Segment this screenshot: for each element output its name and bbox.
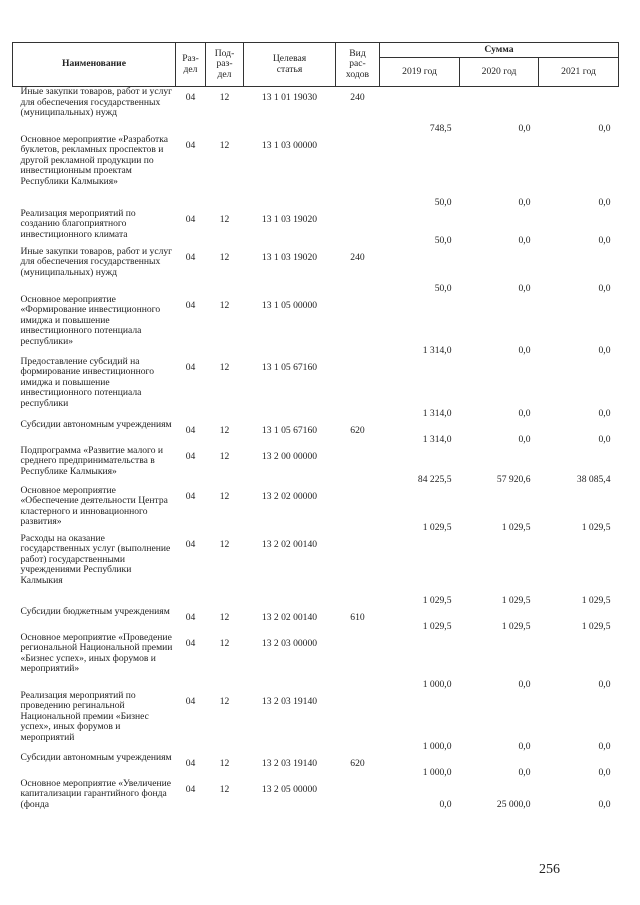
row-sum-2019: 1 314,0 [422, 433, 452, 445]
row-sum-2021: 0,0 [598, 407, 611, 419]
header-year-2021: 2021 год [539, 58, 619, 87]
row-sum-2021: 0,0 [598, 196, 611, 208]
header-target-article: Целевая статья [244, 43, 336, 87]
row-sum-2020: 1 029,5 [501, 594, 531, 606]
row-target-article: 13 2 03 00000 [261, 637, 318, 649]
row-expense-type [336, 691, 380, 753]
row-sum-2019: 1 314,0 [422, 407, 452, 419]
row-expense-type: 240 [350, 92, 365, 103]
row-sum-2020: 0,0 [518, 122, 531, 134]
table-body [13, 87, 619, 811]
row-podrazdel: 12 [219, 139, 230, 151]
row-podrazdel: 12 [219, 92, 230, 103]
row-razdel: 04 [185, 92, 196, 103]
row-target-article: 13 1 05 67160 [261, 424, 318, 436]
row-sum-2020: 0,0 [518, 766, 531, 778]
row-name: Основное мероприятие «Формирование инвестиционного имиджа и повышение инвестиционного потенциала республики» [20, 293, 161, 347]
row-sum-2020: 0,0 [518, 196, 531, 208]
row-sum-2020: 57 920,6 [496, 473, 531, 485]
row-sum-2021: 0,0 [598, 282, 611, 294]
row-sum-2019: 748,5 [429, 122, 452, 134]
row-sum-2019: 1 029,5 [422, 594, 452, 606]
row-target-article: 13 2 02 00000 [261, 490, 318, 502]
table-row [13, 357, 619, 420]
row-sum-2020: 1 029,5 [501, 620, 531, 632]
row-sum-2020: 0,0 [518, 234, 531, 246]
budget-table [12, 42, 619, 811]
row-razdel: 04 [185, 299, 196, 311]
row-expense-type: 620 [350, 757, 365, 769]
row-podrazdel: 12 [219, 213, 230, 225]
row-razdel: 04 [185, 695, 196, 707]
row-sum-2019: 1 029,5 [422, 521, 452, 533]
row-podrazdel: 12 [219, 757, 230, 769]
row-expense-type [336, 357, 380, 420]
table-row [13, 135, 619, 209]
row-name: Субсидии бюджетным учреждениям [20, 605, 170, 617]
row-target-article: 13 1 03 19020 [261, 251, 318, 263]
row-podrazdel: 12 [219, 611, 230, 623]
row-sum-2019: 1 000,0 [422, 766, 452, 778]
table-row [13, 691, 619, 753]
row-sum-2020: 0,0 [518, 344, 531, 356]
row-target-article: 13 1 03 19020 [261, 213, 318, 225]
row-name: Расходы на оказание государственных услуг (выполнение работ) государственными учреждениями Республики Калмыкия [20, 532, 171, 586]
document-page [12, 42, 618, 811]
row-razdel: 04 [185, 538, 196, 550]
row-sum-2020: 0,0 [518, 678, 531, 690]
row-podrazdel: 12 [219, 361, 230, 373]
row-name: Реализация мероприятий по созданию благоприятного инвестиционного климата [20, 207, 136, 240]
table-row [13, 486, 619, 534]
row-target-article: 13 2 03 19140 [261, 757, 318, 769]
header-year-2019: 2019 год [380, 58, 460, 87]
row-podrazdel: 12 [219, 637, 230, 649]
row-podrazdel: 12 [219, 695, 230, 707]
row-target-article: 13 2 02 00140 [261, 611, 318, 623]
row-sum-2021: 0,0 [598, 798, 611, 810]
row-razdel: 04 [185, 450, 196, 462]
header-name: Наименование [13, 43, 176, 87]
row-sum-2019: 84 225,5 [417, 473, 452, 485]
row-razdel: 04 [185, 611, 196, 623]
row-podrazdel: 12 [219, 251, 230, 263]
row-sum-2020: 0,0 [518, 282, 531, 294]
row-sum-2021: 0,0 [598, 122, 611, 134]
row-sum-2020: 0,0 [518, 407, 531, 419]
row-sum-2019: 1 314,0 [422, 344, 452, 356]
row-sum-2021: 1 029,5 [581, 594, 611, 606]
row-name: Основное мероприятие «Обеспечение деятельности Центра кластерного и инновационного развития» [20, 484, 168, 528]
row-expense-type: 240 [350, 251, 365, 263]
row-razdel: 04 [185, 637, 196, 649]
row-expense-type: 620 [350, 424, 365, 436]
row-sum-2020: 25 000,0 [496, 798, 531, 810]
row-razdel: 04 [185, 361, 196, 373]
header-year-2020: 2020 год [460, 58, 539, 87]
row-name: Субсидии автономным учреждениям [20, 418, 172, 430]
row-sum-2021: 0,0 [598, 234, 611, 246]
row-target-article: 13 1 03 00000 [261, 139, 318, 151]
row-target-article: 13 1 05 67160 [261, 361, 318, 373]
row-sum-2019: 0,0 [439, 798, 452, 810]
table-row [13, 209, 619, 247]
row-name: Субсидии автономным учреждениям [20, 751, 172, 763]
row-name: Предоставление субсидий на формирование инвестиционного имиджа и повышение инвестиционного потенциала республики [20, 355, 154, 409]
table-row [13, 753, 619, 779]
row-expense-type [336, 446, 380, 486]
row-sum-2019: 1 000,0 [422, 740, 452, 752]
row-expense-type [336, 633, 380, 691]
row-podrazdel: 12 [219, 538, 230, 550]
row-razdel: 04 [185, 757, 196, 769]
row-sum-2021: 1 029,5 [581, 521, 611, 533]
table-row [13, 446, 619, 486]
row-razdel: 04 [185, 213, 196, 225]
row-target-article: 13 1 05 00000 [261, 299, 318, 311]
table-row [13, 779, 619, 811]
page-number: 256 [539, 862, 560, 877]
row-expense-type: 610 [350, 611, 365, 623]
table-header-row [13, 43, 619, 58]
row-razdel: 04 [185, 251, 196, 263]
row-sum-2021: 0,0 [598, 678, 611, 690]
row-name: Основное мероприятие «Разработка буклетов, рекламных проспектов и другой рекламной продукции по инвестиционным проектам Республики Калмыкия» [20, 133, 168, 187]
row-sum-2020: 0,0 [518, 740, 531, 752]
row-target-article: 13 2 05 00000 [261, 783, 318, 795]
header-sum: Сумма [380, 43, 619, 58]
header-expense-type: Вид рас- ходов [336, 43, 380, 87]
row-expense-type [336, 295, 380, 357]
row-sum-2021: 0,0 [598, 344, 611, 356]
row-expense-type [336, 779, 380, 811]
row-podrazdel: 12 [219, 783, 230, 795]
row-expense-type [336, 534, 380, 607]
table-row [13, 247, 619, 295]
row-razdel: 04 [185, 783, 196, 795]
row-name: Иные закупки товаров, работ и услуг для обеспечения государственных (муниципальных) нужд [20, 245, 173, 278]
row-razdel: 04 [185, 139, 196, 151]
row-name: Основное мероприятие «Увеличение капитализации гарантийного фонда (фонда [20, 777, 172, 810]
row-target-article: 13 2 03 19140 [261, 695, 318, 707]
row-podrazdel: 12 [219, 424, 230, 436]
row-sum-2021: 0,0 [598, 433, 611, 445]
table-row [13, 534, 619, 607]
row-name: Основное мероприятие «Проведение региональной Национальной премии «Бизнес успех», иных форумов и мероприятий» [20, 631, 173, 675]
row-sum-2019: 1 000,0 [422, 678, 452, 690]
header-razdel: Раз- дел [176, 43, 206, 87]
table-row [13, 295, 619, 357]
row-target-article: 13 2 00 00000 [261, 450, 318, 462]
row-sum-2021: 38 085,4 [576, 473, 611, 485]
row-name: Подпрограмма «Развитие малого и среднего предпринимательства в Республике Калмыкия» [20, 444, 164, 477]
table-row [13, 87, 619, 135]
row-podrazdel: 12 [219, 490, 230, 502]
row-sum-2019: 50,0 [434, 282, 452, 294]
header-podrazdel: Под- раз- дел [206, 43, 244, 87]
row-podrazdel: 12 [219, 299, 230, 311]
row-target-article: 13 1 01 19030 [261, 92, 318, 103]
row-sum-2019: 50,0 [434, 196, 452, 208]
table-row [13, 420, 619, 446]
row-razdel: 04 [185, 490, 196, 502]
row-sum-2021: 0,0 [598, 766, 611, 778]
row-sum-2020: 1 029,5 [501, 521, 531, 533]
table-row [13, 633, 619, 691]
row-razdel: 04 [185, 424, 196, 436]
row-sum-2019: 1 029,5 [422, 620, 452, 632]
row-target-article: 13 2 02 00140 [261, 538, 318, 550]
row-sum-2019: 50,0 [434, 234, 452, 246]
row-sum-2021: 0,0 [598, 740, 611, 752]
row-expense-type [336, 209, 380, 247]
row-sum-2020: 0,0 [518, 433, 531, 445]
table-row [13, 607, 619, 633]
row-podrazdel: 12 [219, 450, 230, 462]
row-expense-type [336, 486, 380, 534]
row-name: Реализация мероприятий по проведению регинальной Национальной премии «Бизнес успех», иных форумов и мероприятий [20, 689, 149, 743]
row-name: Иные закупки товаров, работ и услуг для обеспечения государственных (муниципальных) нужд [20, 86, 173, 119]
row-sum-2021: 1 029,5 [581, 620, 611, 632]
row-expense-type [336, 135, 380, 209]
